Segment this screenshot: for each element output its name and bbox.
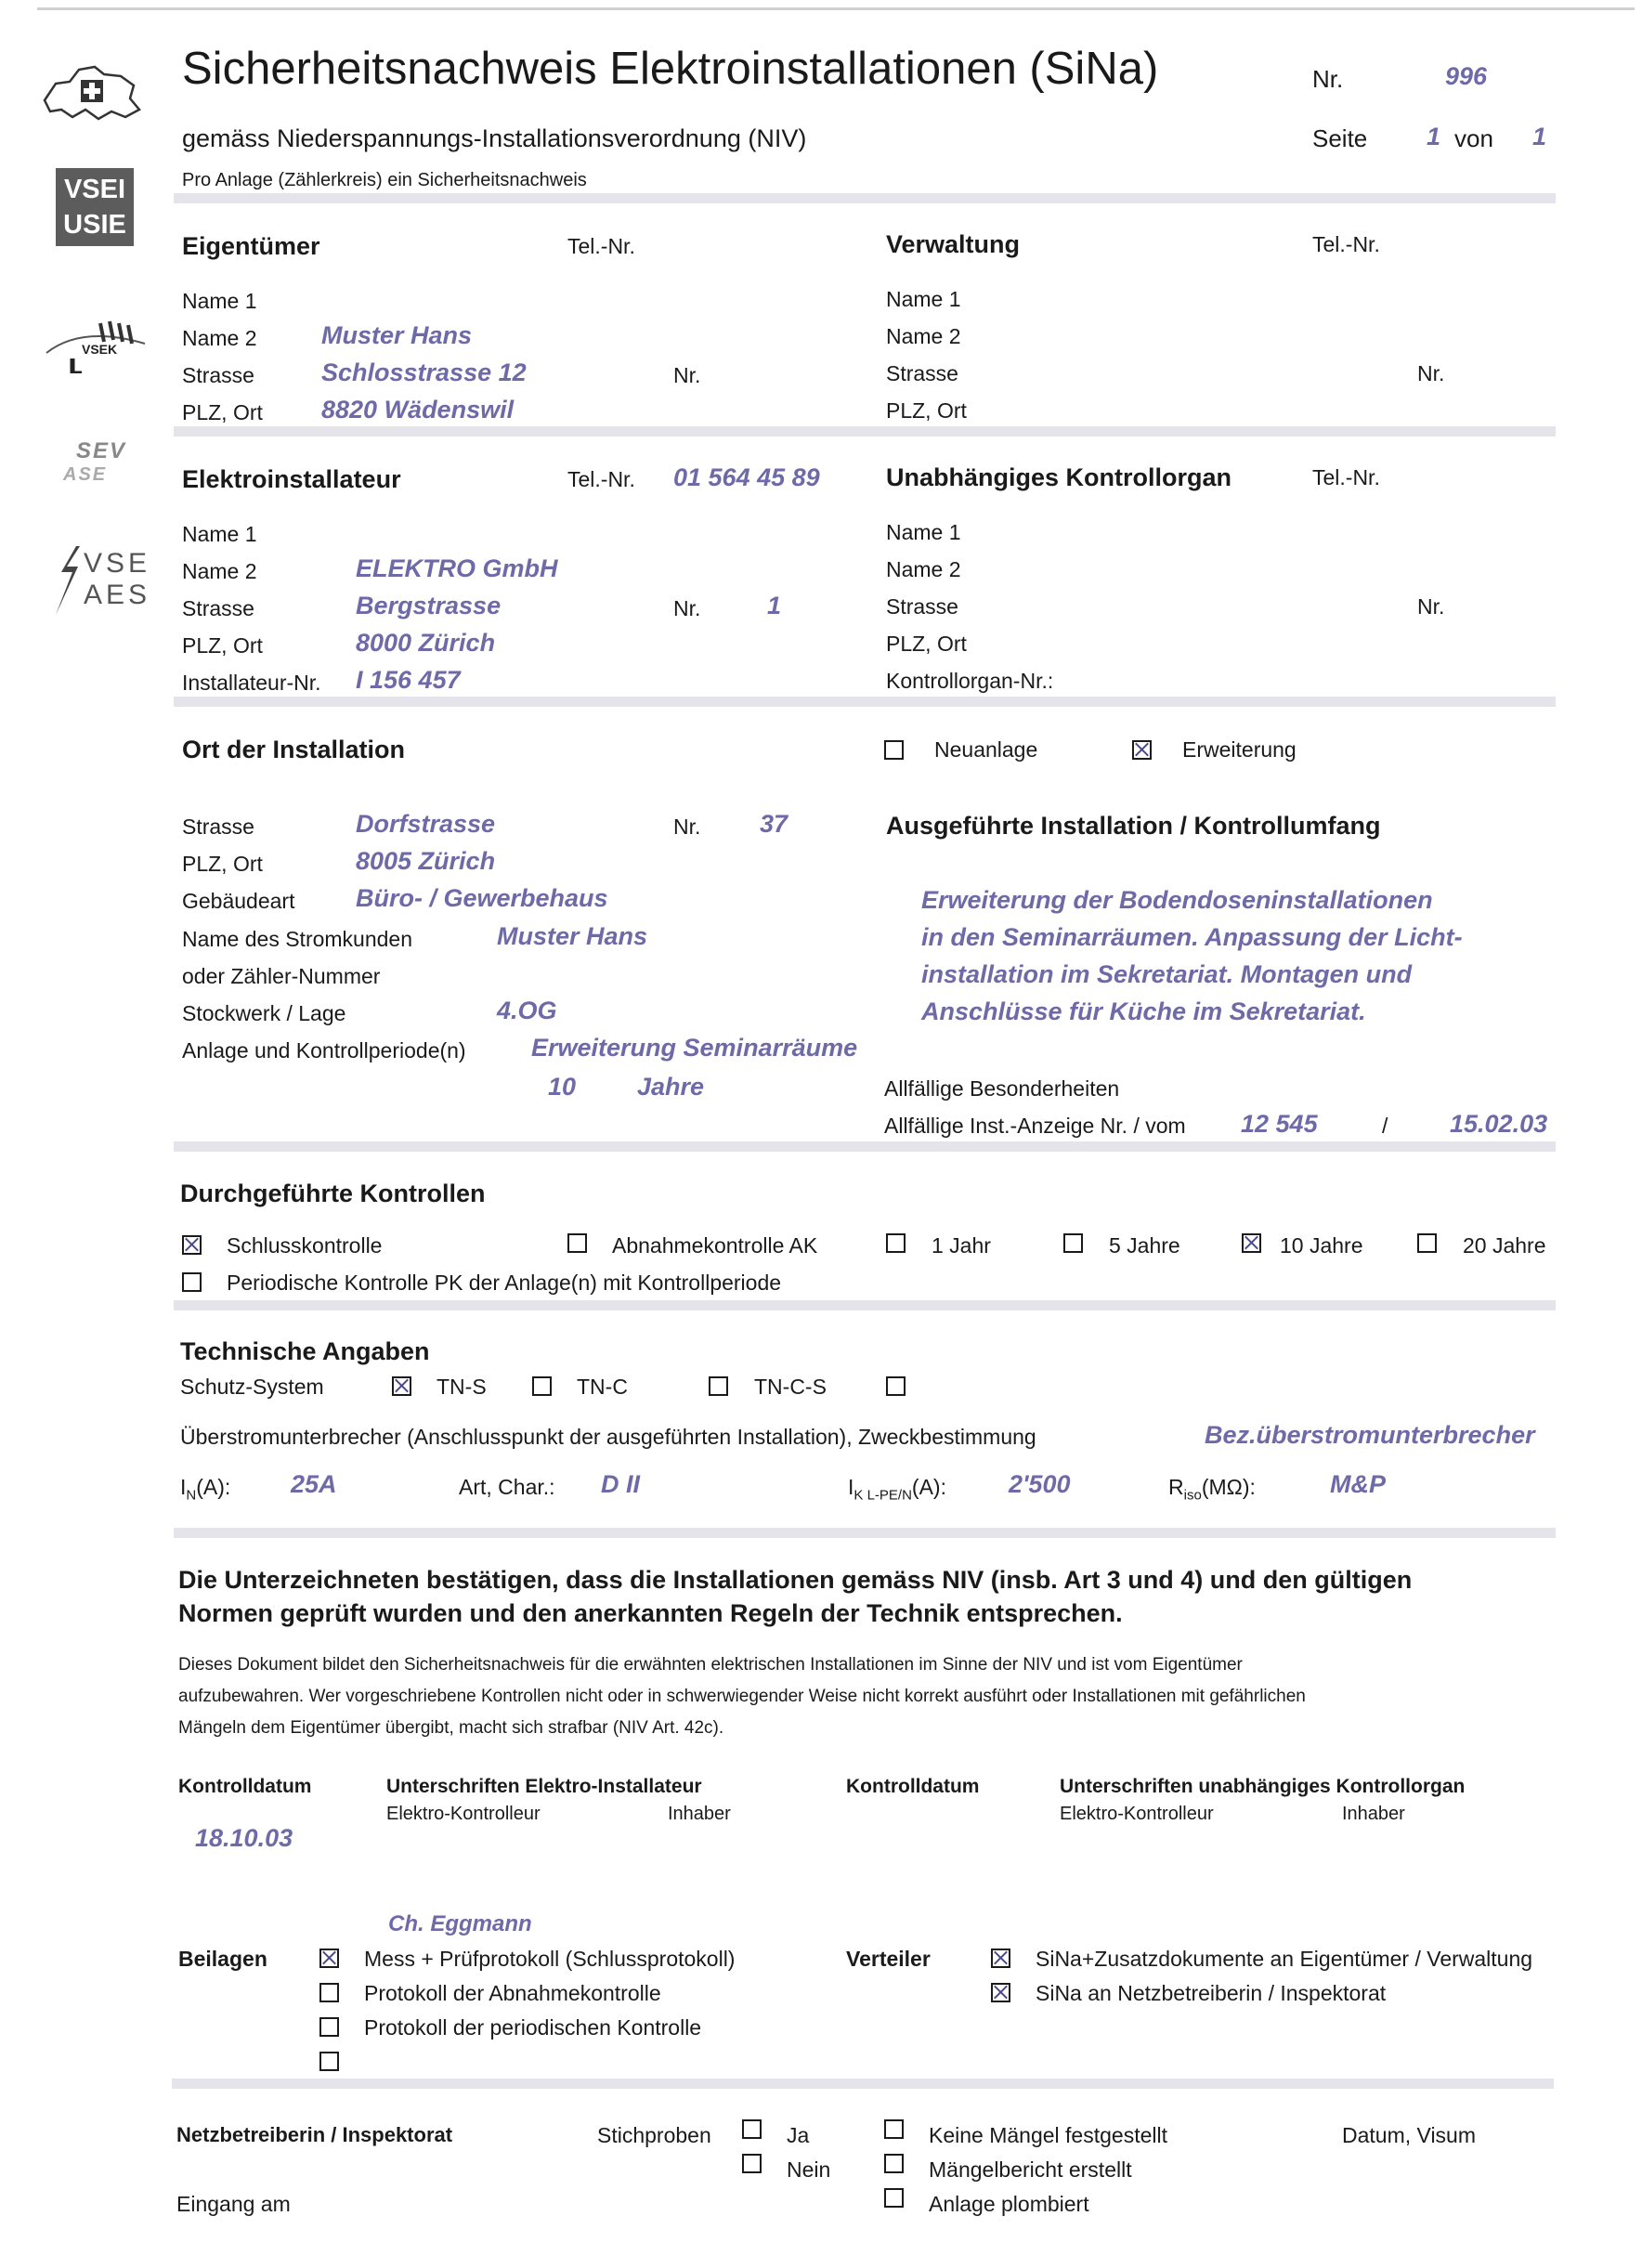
installateur-strasse-label: Strasse bbox=[182, 596, 254, 620]
beilagen-item: Mess + Prüfprotokoll (Schlussprotokoll) bbox=[364, 1947, 736, 1971]
kontrollorgan-nummer-label: Kontrollorgan-Nr.: bbox=[886, 669, 1054, 693]
installateur-tel-label: Tel.-Nr. bbox=[567, 467, 635, 491]
art-label: Art, Char.: bbox=[459, 1475, 555, 1499]
bestaetigung-line1: Die Unterzeichneten bestätigen, dass die Installationen gemäss NIV (insb. Art 3 und 4) und den gültigen bbox=[178, 1566, 1413, 1594]
beilagen-item: Protokoll der Abnahmekontrolle bbox=[364, 1981, 661, 2005]
beilagen-heading: Beilagen bbox=[178, 1947, 267, 1971]
keine-maengel-checkbox[interactable] bbox=[884, 2119, 904, 2139]
jahr5-checkbox[interactable] bbox=[1063, 1233, 1083, 1253]
ik-label-sub: K L-PE/N bbox=[854, 1487, 912, 1504]
zaehler-label: oder Zähler-Nummer bbox=[182, 964, 381, 988]
bestaetigung-line2: Normen geprüft wurden und den anerkannten Regeln der Technik entsprechen. bbox=[178, 1599, 1123, 1627]
installateur-nr-value: 1 bbox=[767, 592, 782, 619]
riso-label bbox=[1168, 1475, 1256, 1504]
nr-value: 996 bbox=[1445, 62, 1488, 90]
in-label bbox=[180, 1475, 230, 1504]
maengelbericht-label: Mängelbericht erstellt bbox=[929, 2157, 1132, 2182]
header-note: Pro Anlage (Zählerkreis) ein Sicherheitsnachweis bbox=[182, 170, 587, 190]
top-rule bbox=[37, 7, 1635, 10]
periodisch-label: Periodische Kontrolle PK der Anlage(n) mit Kontrollperiode bbox=[227, 1271, 782, 1295]
schlusskontrolle-label: Schlusskontrolle bbox=[227, 1233, 383, 1258]
swiss-map-logo bbox=[37, 56, 144, 125]
stichproben-ja-checkbox[interactable] bbox=[742, 2119, 762, 2139]
stromkunde-label: Name des Stromkunden bbox=[182, 927, 413, 951]
stichproben-nein-checkbox[interactable] bbox=[742, 2154, 762, 2173]
installateur-nummer-label: Installateur-Nr. bbox=[182, 671, 321, 695]
section-divider bbox=[174, 426, 1556, 437]
ausgefuehrt-line: Anschlüsse für Küche im Sekretariat. bbox=[921, 997, 1366, 1025]
verwaltung-nr-label: Nr. bbox=[1417, 361, 1445, 385]
other-system-checkbox[interactable] bbox=[886, 1376, 906, 1396]
jahr20-label: 20 Jahre bbox=[1463, 1233, 1546, 1258]
eigentuemer-plz-label: PLZ, Ort bbox=[182, 400, 263, 424]
verwaltung-strasse-label: Strasse bbox=[886, 361, 958, 385]
verwaltung-name2-label: Name 2 bbox=[886, 324, 961, 348]
besonderheiten-label: Allfällige Besonderheiten bbox=[884, 1076, 1120, 1101]
installateur-tel-value: 01 564 45 89 bbox=[673, 463, 820, 491]
jahr10-label: 10 Jahre bbox=[1280, 1233, 1363, 1258]
anzeige-separator: / bbox=[1382, 1114, 1388, 1138]
kontrollen-heading: Durchgeführte Kontrollen bbox=[180, 1180, 486, 1207]
ort-strasse-label: Strasse bbox=[182, 815, 254, 839]
stichproben-ja-label: Ja bbox=[787, 2123, 810, 2147]
installateur-strasse-value: Bergstrasse bbox=[356, 592, 502, 619]
tns-checkbox[interactable] bbox=[392, 1376, 411, 1396]
installateur-heading: Elektroinstallateur bbox=[182, 465, 401, 493]
kontrollorgan-name2-label: Name 2 bbox=[886, 557, 961, 581]
ausgefuehrt-line: in den Seminarräumen. Anpassung der Licht- bbox=[921, 923, 1463, 951]
neuanlage-checkbox[interactable] bbox=[884, 740, 904, 760]
kontrollorgan-name1-label: Name 1 bbox=[886, 520, 961, 544]
eigentuemer-name2-value: Muster Hans bbox=[321, 321, 473, 349]
in-label-main: I bbox=[180, 1475, 187, 1499]
section-divider bbox=[174, 1300, 1556, 1310]
verteiler-item: SiNa an Netzbetreiberin / Inspektorat bbox=[1036, 1981, 1387, 2005]
section-divider bbox=[172, 2079, 1554, 2089]
beilagen-periodisch-checkbox[interactable] bbox=[319, 2017, 339, 2037]
verwaltung-tel-label: Tel.-Nr. bbox=[1312, 232, 1380, 256]
bestaetigung-text2: aufzubewahren. Wer vorgeschriebene Kontrollen nicht oder in schwerwiegender Weise nicht korrekt ausführt oder Installationen mit gefährlichen bbox=[178, 1687, 1306, 1706]
kontrolldatum-label: Kontrolldatum bbox=[178, 1776, 312, 1797]
ort-heading: Ort der Installation bbox=[182, 736, 406, 763]
ort-plz-value: 8005 Zürich bbox=[356, 847, 496, 875]
ik-label-rest: (A): bbox=[911, 1475, 946, 1499]
kontrollorgan-heading: Unabhängiges Kontrollorgan bbox=[886, 463, 1232, 491]
riso-label-sub: iso bbox=[1183, 1487, 1202, 1504]
jahr1-label: 1 Jahr bbox=[932, 1233, 991, 1258]
installateur-plz-value: 8000 Zürich bbox=[356, 629, 496, 657]
page-subtitle: gemäss Niederspannungs-Installationsverordnung (NIV) bbox=[182, 124, 807, 152]
beilagen-item: Protokoll der periodischen Kontrolle bbox=[364, 2015, 702, 2040]
tns-label: TN-S bbox=[437, 1375, 487, 1399]
in-label-rest: (A): bbox=[196, 1475, 231, 1499]
vse-logo bbox=[54, 546, 151, 615]
kontrolldatum-value: 18.10.03 bbox=[195, 1824, 293, 1852]
schutz-system-label: Schutz-System bbox=[180, 1375, 324, 1399]
riso-label-main: R bbox=[1168, 1475, 1184, 1499]
verteiler-item: SiNa+Zusatzdokumente an Eigentümer / Verwaltung bbox=[1036, 1947, 1533, 1971]
verwaltung-heading: Verwaltung bbox=[886, 230, 1021, 258]
signer-name: Ch. Eggmann bbox=[388, 1911, 532, 1936]
eigentuemer-strasse-label: Strasse bbox=[182, 363, 254, 387]
gebaeudeart-label: Gebäudeart bbox=[182, 889, 295, 913]
sev-line1: SEV bbox=[76, 438, 127, 463]
anzeige-nr-value: 12 545 bbox=[1241, 1110, 1318, 1138]
maengelbericht-checkbox[interactable] bbox=[884, 2154, 904, 2173]
anzeige-label: Allfällige Inst.-Anzeige Nr. / vom bbox=[884, 1114, 1186, 1138]
ik-label bbox=[848, 1475, 946, 1504]
kontrollorgan-tel-label: Tel.-Nr. bbox=[1312, 465, 1380, 489]
eigentuemer-heading: Eigentümer bbox=[182, 232, 320, 260]
ort-nr-value: 37 bbox=[760, 810, 788, 838]
ueberstrom-label: Überstromunterbrecher (Anschlusspunkt der ausgeführten Installation), Zweckbestimmung bbox=[180, 1425, 1036, 1449]
schlusskontrolle-checkbox[interactable] bbox=[182, 1235, 202, 1255]
eingang-label: Eingang am bbox=[176, 2192, 291, 2216]
ik-value: 2'500 bbox=[1009, 1470, 1071, 1498]
in-value: 25A bbox=[291, 1470, 337, 1498]
ort-plz-label: PLZ, Ort bbox=[182, 852, 263, 876]
beilagen-mess-checkbox[interactable] bbox=[319, 1949, 339, 1968]
verteiler-netzbetreiberin-checkbox[interactable] bbox=[991, 1983, 1010, 2002]
installateur-signatures-heading: Unterschriften Elektro-Installateur bbox=[386, 1776, 702, 1797]
von-label: von bbox=[1454, 124, 1493, 152]
tncs-checkbox[interactable] bbox=[709, 1376, 728, 1396]
nr-label: Nr. bbox=[1312, 65, 1344, 93]
sev-line2: ASE bbox=[63, 464, 108, 485]
vsei-line1: VSEI bbox=[63, 175, 126, 204]
erweiterung-label: Erweiterung bbox=[1182, 737, 1297, 762]
datum-visum-label: Datum, Visum bbox=[1342, 2123, 1477, 2147]
jahr1-checkbox[interactable] bbox=[886, 1233, 906, 1253]
installateur-nr-label: Nr. bbox=[673, 596, 701, 620]
periodisch-checkbox[interactable] bbox=[182, 1272, 202, 1292]
ausgefuehrt-line: installation im Sekretariat. Montagen und bbox=[921, 960, 1413, 988]
installateur-kontrolleur-label: Elektro-Kontrolleur bbox=[386, 1804, 541, 1824]
eigentuemer-plz-value: 8820 Wädenswil bbox=[321, 396, 515, 424]
riso-label-rest: (MΩ): bbox=[1201, 1475, 1256, 1499]
vsei-line2: USIE bbox=[63, 210, 126, 240]
ueberstrom-value: Bez.überstromunterbrecher bbox=[1205, 1421, 1535, 1449]
kontrollorgan-nr-label: Nr. bbox=[1417, 594, 1445, 619]
installateur-name2-label: Name 2 bbox=[182, 559, 257, 583]
vsek-text: VSEK bbox=[82, 342, 118, 357]
stromkunde-value: Muster Hans bbox=[497, 922, 648, 950]
eigentuemer-name1-label: Name 1 bbox=[182, 289, 257, 313]
keine-maengel-label: Keine Mängel festgestellt bbox=[929, 2123, 1167, 2147]
stichproben-nein-label: Nein bbox=[787, 2157, 831, 2182]
eigentuemer-strasse-value: Schlosstrasse 12 bbox=[321, 358, 527, 386]
section-divider bbox=[174, 1528, 1556, 1538]
kontrollorgan-inhaber-label: Inhaber bbox=[1342, 1804, 1405, 1824]
gebaeudeart-value: Büro- / Gewerbehaus bbox=[356, 884, 608, 912]
sev-logo bbox=[56, 438, 139, 487]
kontrollorgan-signatures-heading: Unterschriften unabhängiges Kontrollorgan bbox=[1060, 1776, 1466, 1797]
technisch-heading: Technische Angaben bbox=[180, 1337, 430, 1365]
section-divider bbox=[174, 697, 1556, 707]
beilagen-abnahme-checkbox[interactable] bbox=[319, 1983, 339, 2002]
seite-value: 1 bbox=[1427, 123, 1441, 150]
riso-value: M&P bbox=[1330, 1470, 1386, 1498]
ik-label-main: I bbox=[848, 1475, 854, 1499]
plombiert-checkbox[interactable] bbox=[884, 2188, 904, 2208]
vsei-logo bbox=[56, 168, 134, 246]
kontrolldatum2-label: Kontrolldatum bbox=[846, 1776, 980, 1797]
eigentuemer-tel-label: Tel.-Nr. bbox=[567, 234, 635, 258]
ort-strasse-value: Dorfstrasse bbox=[356, 810, 496, 838]
ausgefuehrt-heading: Ausgeführte Installation / Kontrollumfang bbox=[886, 812, 1381, 840]
vse-bolt-icon bbox=[54, 546, 80, 615]
plombiert-label: Anlage plombiert bbox=[929, 2192, 1089, 2216]
vse-line2: AES bbox=[84, 580, 151, 610]
installateur-name1-label: Name 1 bbox=[182, 522, 257, 546]
tnc-checkbox[interactable] bbox=[532, 1376, 552, 1396]
installateur-plz-label: PLZ, Ort bbox=[182, 633, 263, 658]
anlage-label: Anlage und Kontrollperiode(n) bbox=[182, 1038, 466, 1062]
jahr5-label: 5 Jahre bbox=[1109, 1233, 1180, 1258]
bestaetigung-text1: Dieses Dokument bildet den Sicherheitsnachweis für die erwähnten elektrischen Installationen im Sinne der NIV und ist vom Eigentümer bbox=[178, 1655, 1243, 1675]
kontrollorgan-plz-label: PLZ, Ort bbox=[886, 632, 967, 656]
installateur-name2-value: ELEKTRO GmbH bbox=[356, 554, 558, 582]
installateur-nummer-value: I 156 457 bbox=[356, 666, 461, 694]
abnahmekontrolle-checkbox[interactable] bbox=[567, 1233, 587, 1253]
stockwerk-value: 4.OG bbox=[497, 997, 557, 1024]
kontrollorgan-strasse-label: Strasse bbox=[886, 594, 958, 619]
jahr10-checkbox[interactable] bbox=[1242, 1233, 1261, 1253]
netz-heading: Netzbetreiberin / Inspektorat bbox=[176, 2123, 453, 2146]
section-divider bbox=[174, 193, 1556, 203]
eigentuemer-nr-label: Nr. bbox=[673, 363, 701, 387]
verwaltung-name1-label: Name 1 bbox=[886, 287, 961, 311]
installateur-inhaber-label: Inhaber bbox=[668, 1804, 731, 1824]
vse-line1: VSE bbox=[84, 548, 151, 579]
eigentuemer-name2-label: Name 2 bbox=[182, 326, 257, 350]
anzeige-datum-value: 15.02.03 bbox=[1450, 1110, 1548, 1138]
verteiler-heading: Verteiler bbox=[846, 1947, 931, 1971]
neuanlage-label: Neuanlage bbox=[934, 737, 1038, 762]
vsek-logo bbox=[45, 316, 147, 373]
stockwerk-label: Stockwerk / Lage bbox=[182, 1001, 346, 1025]
art-value: D II bbox=[601, 1470, 641, 1498]
section-divider bbox=[174, 1141, 1556, 1152]
page-title: Sicherheitsnachweis Elektroinstallationen (SiNa) bbox=[182, 44, 1159, 94]
erweiterung-checkbox[interactable] bbox=[1132, 740, 1152, 760]
stichproben-label: Stichproben bbox=[597, 2123, 711, 2147]
periode-unit: Jahre bbox=[637, 1073, 705, 1101]
periode-value: 10 bbox=[548, 1073, 577, 1101]
verteiler-eigentuemer-checkbox[interactable] bbox=[991, 1949, 1010, 1968]
tncs-label: TN-C-S bbox=[754, 1375, 827, 1399]
bestaetigung-text3: Mängeln dem Eigentümer übergibt, macht sich strafbar (NIV Art. 42c). bbox=[178, 1718, 724, 1738]
in-label-sub: N bbox=[186, 1487, 197, 1504]
anlage-value: Erweiterung Seminarräume bbox=[531, 1034, 858, 1062]
jahr20-checkbox[interactable] bbox=[1417, 1233, 1437, 1253]
abnahmekontrolle-label: Abnahmekontrolle AK bbox=[612, 1233, 818, 1258]
ort-nr-label: Nr. bbox=[673, 815, 701, 839]
von-value: 1 bbox=[1532, 123, 1547, 150]
beilagen-other-checkbox[interactable] bbox=[319, 2052, 339, 2071]
ausgefuehrt-line: Erweiterung der Bodendoseninstallationen bbox=[921, 886, 1433, 914]
seite-label: Seite bbox=[1312, 124, 1368, 152]
verwaltung-plz-label: PLZ, Ort bbox=[886, 398, 967, 423]
kontrollorgan-kontrolleur-label: Elektro-Kontrolleur bbox=[1060, 1804, 1214, 1824]
tnc-label: TN-C bbox=[577, 1375, 628, 1399]
